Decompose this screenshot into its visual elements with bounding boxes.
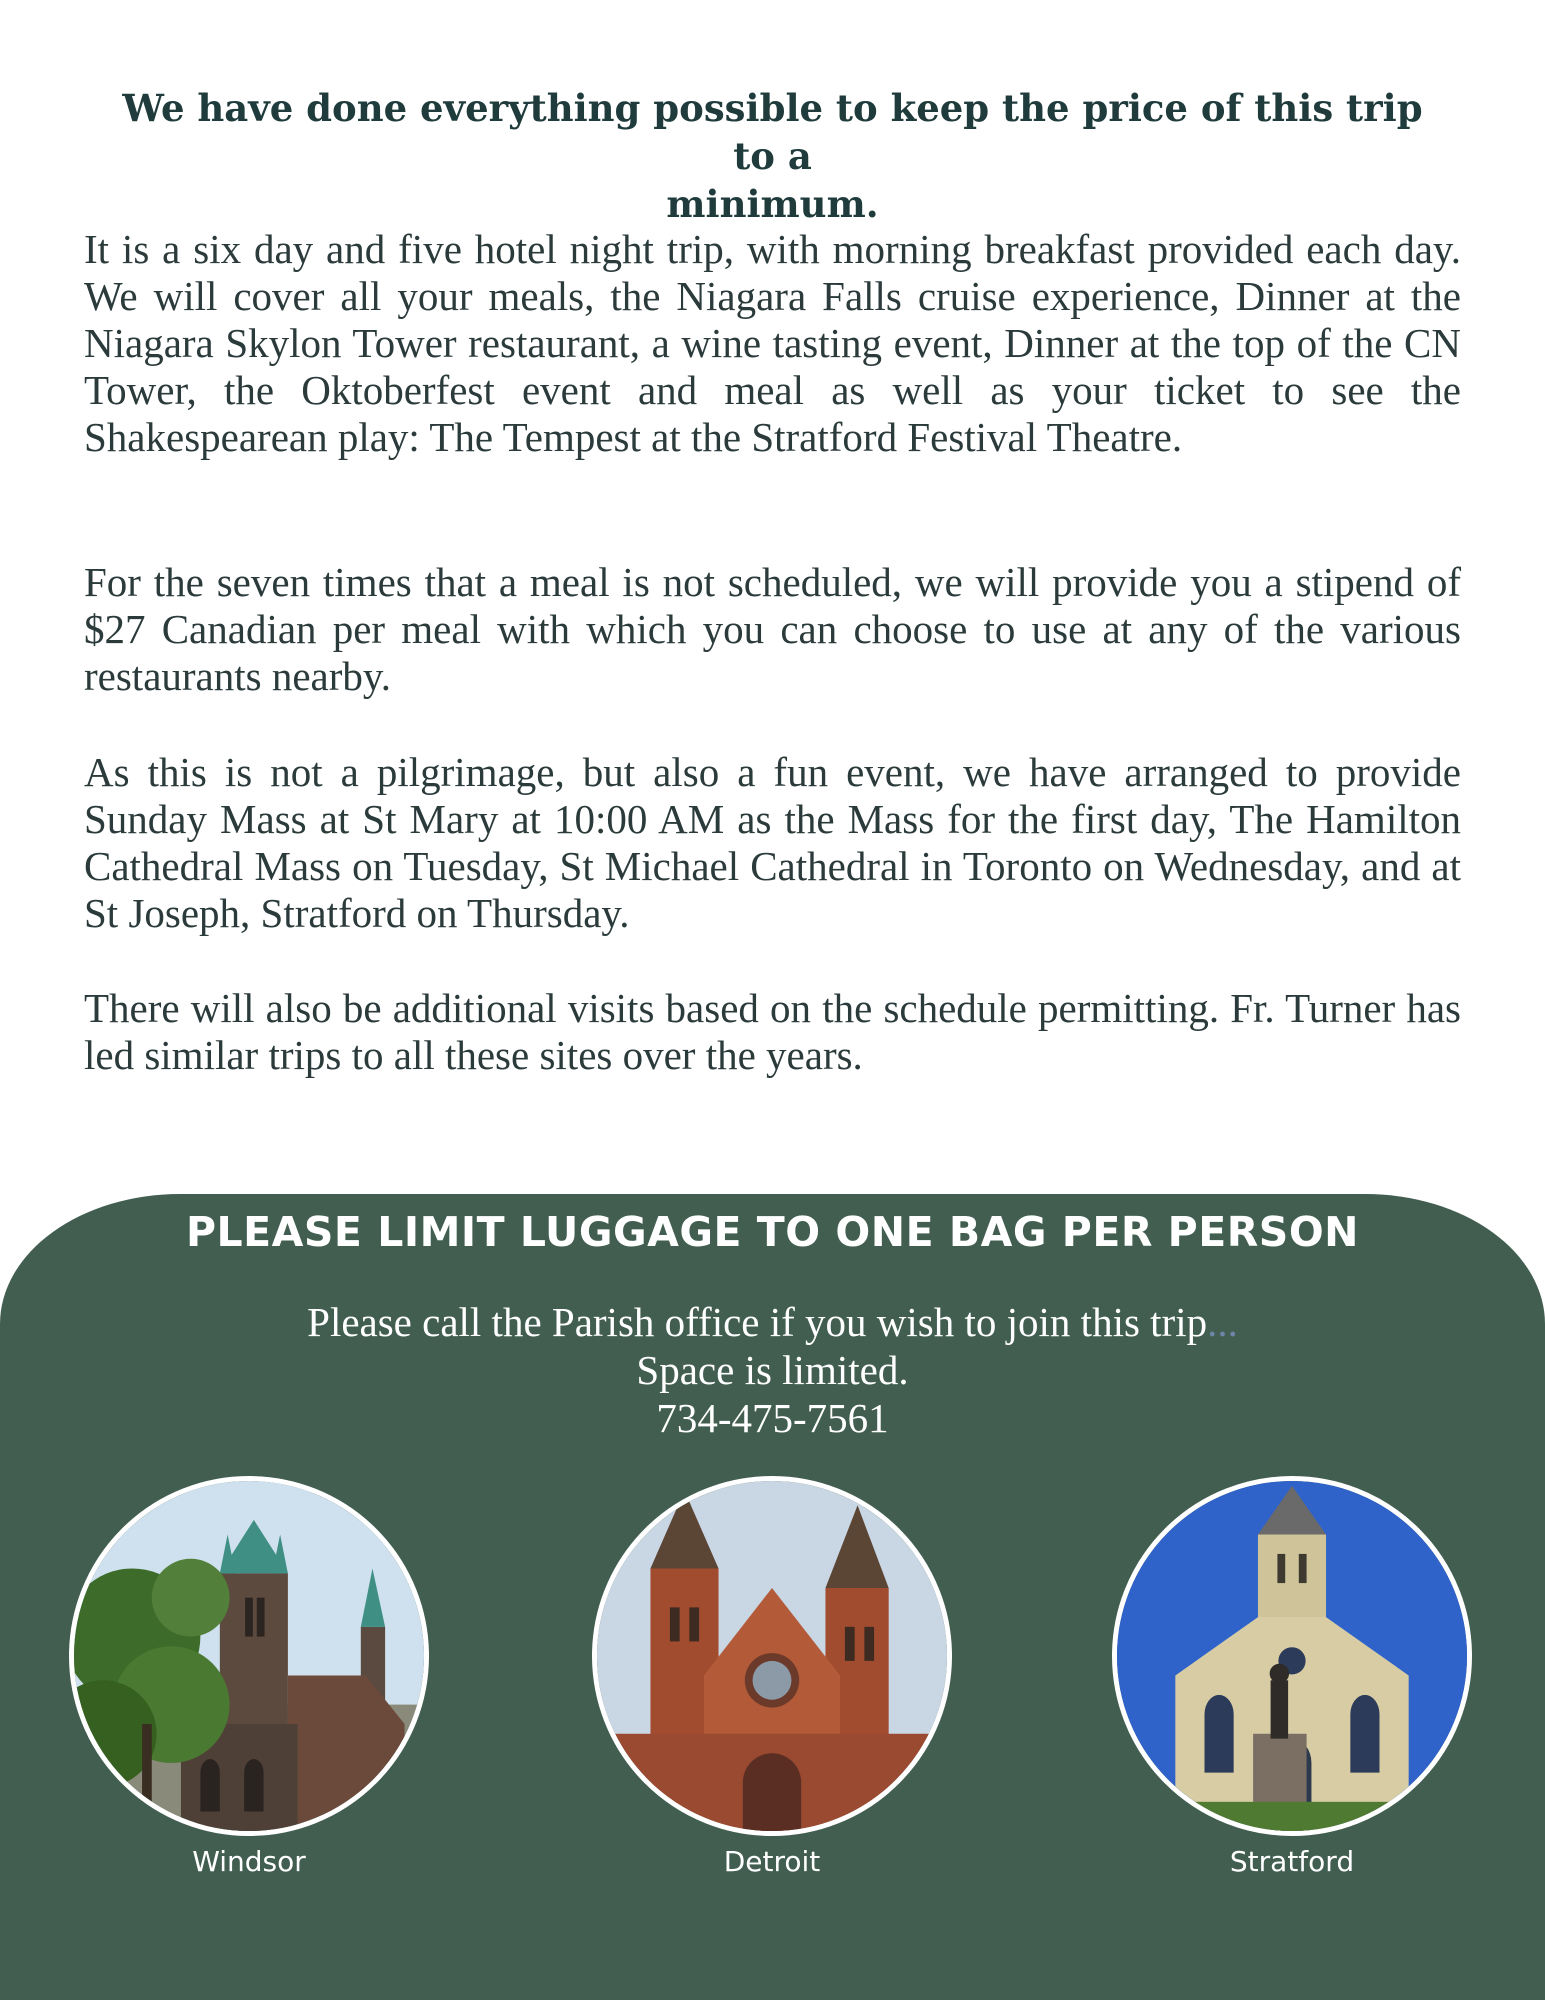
windsor-church-photo (69, 1476, 429, 1836)
space-limited-line: Space is limited. (636, 1347, 909, 1393)
stratford-church-photo (1112, 1476, 1472, 1836)
detroit-church-photo (592, 1476, 952, 1836)
price-heading-line2: minimum. (666, 182, 879, 226)
mass-schedule-paragraph: As this is not a pilgrimage, but also a fun event, we have arranged to provide Sunday Mass at St Mary at 10:00 AM as the Mass for the first day, The Hamilton Cathedral Mass on Tuesday, St Michael Cathedral in Toronto on Wednesday, and at St Joseph, Stratford on Thursday. (84, 749, 1461, 936)
windsor-caption: Windsor (192, 1845, 306, 1878)
trip-details-paragraph: It is a six day and five hotel night trip, with morning breakfast provided each day. We will cover all your meals, the Niagara Falls cruise experience, Dinner at the Niagara Skylon Tower restaurant, a wine tasting event, Dinner at the top of the CN Tower, the Oktoberfest event and meal as well as your ticket to see the Shakespearean play: The Tempest at the Stratford Festival Theatre. (84, 226, 1461, 460)
price-heading (110, 84, 1435, 228)
stratford-caption: Stratford (1229, 1845, 1355, 1878)
price-heading-line1: We have done everything possible to keep the price of this trip to a (122, 86, 1423, 178)
call-line: Please call the Parish office if you wish to join this trip... (307, 1299, 1238, 1345)
call-ellipsis: ... (1207, 1299, 1238, 1345)
luggage-notice: PLEASE LIMIT LUGGAGE TO ONE BAG PER PERSON (185, 1208, 1359, 1256)
detroit-caption: Detroit (723, 1845, 821, 1878)
phone-number: 734-475-7561 (656, 1395, 889, 1441)
meal-stipend-paragraph: For the seven times that a meal is not scheduled, we will provide you a stipend of $27 Canadian per meal with which you can choose to use at any of the various restaurants nearby. (84, 559, 1461, 699)
contact-block (0, 1298, 1545, 1442)
additional-visits-paragraph: There will also be additional visits based on the schedule permitting. Fr. Turner has led similar trips to all these sites over the years. (84, 985, 1461, 1078)
